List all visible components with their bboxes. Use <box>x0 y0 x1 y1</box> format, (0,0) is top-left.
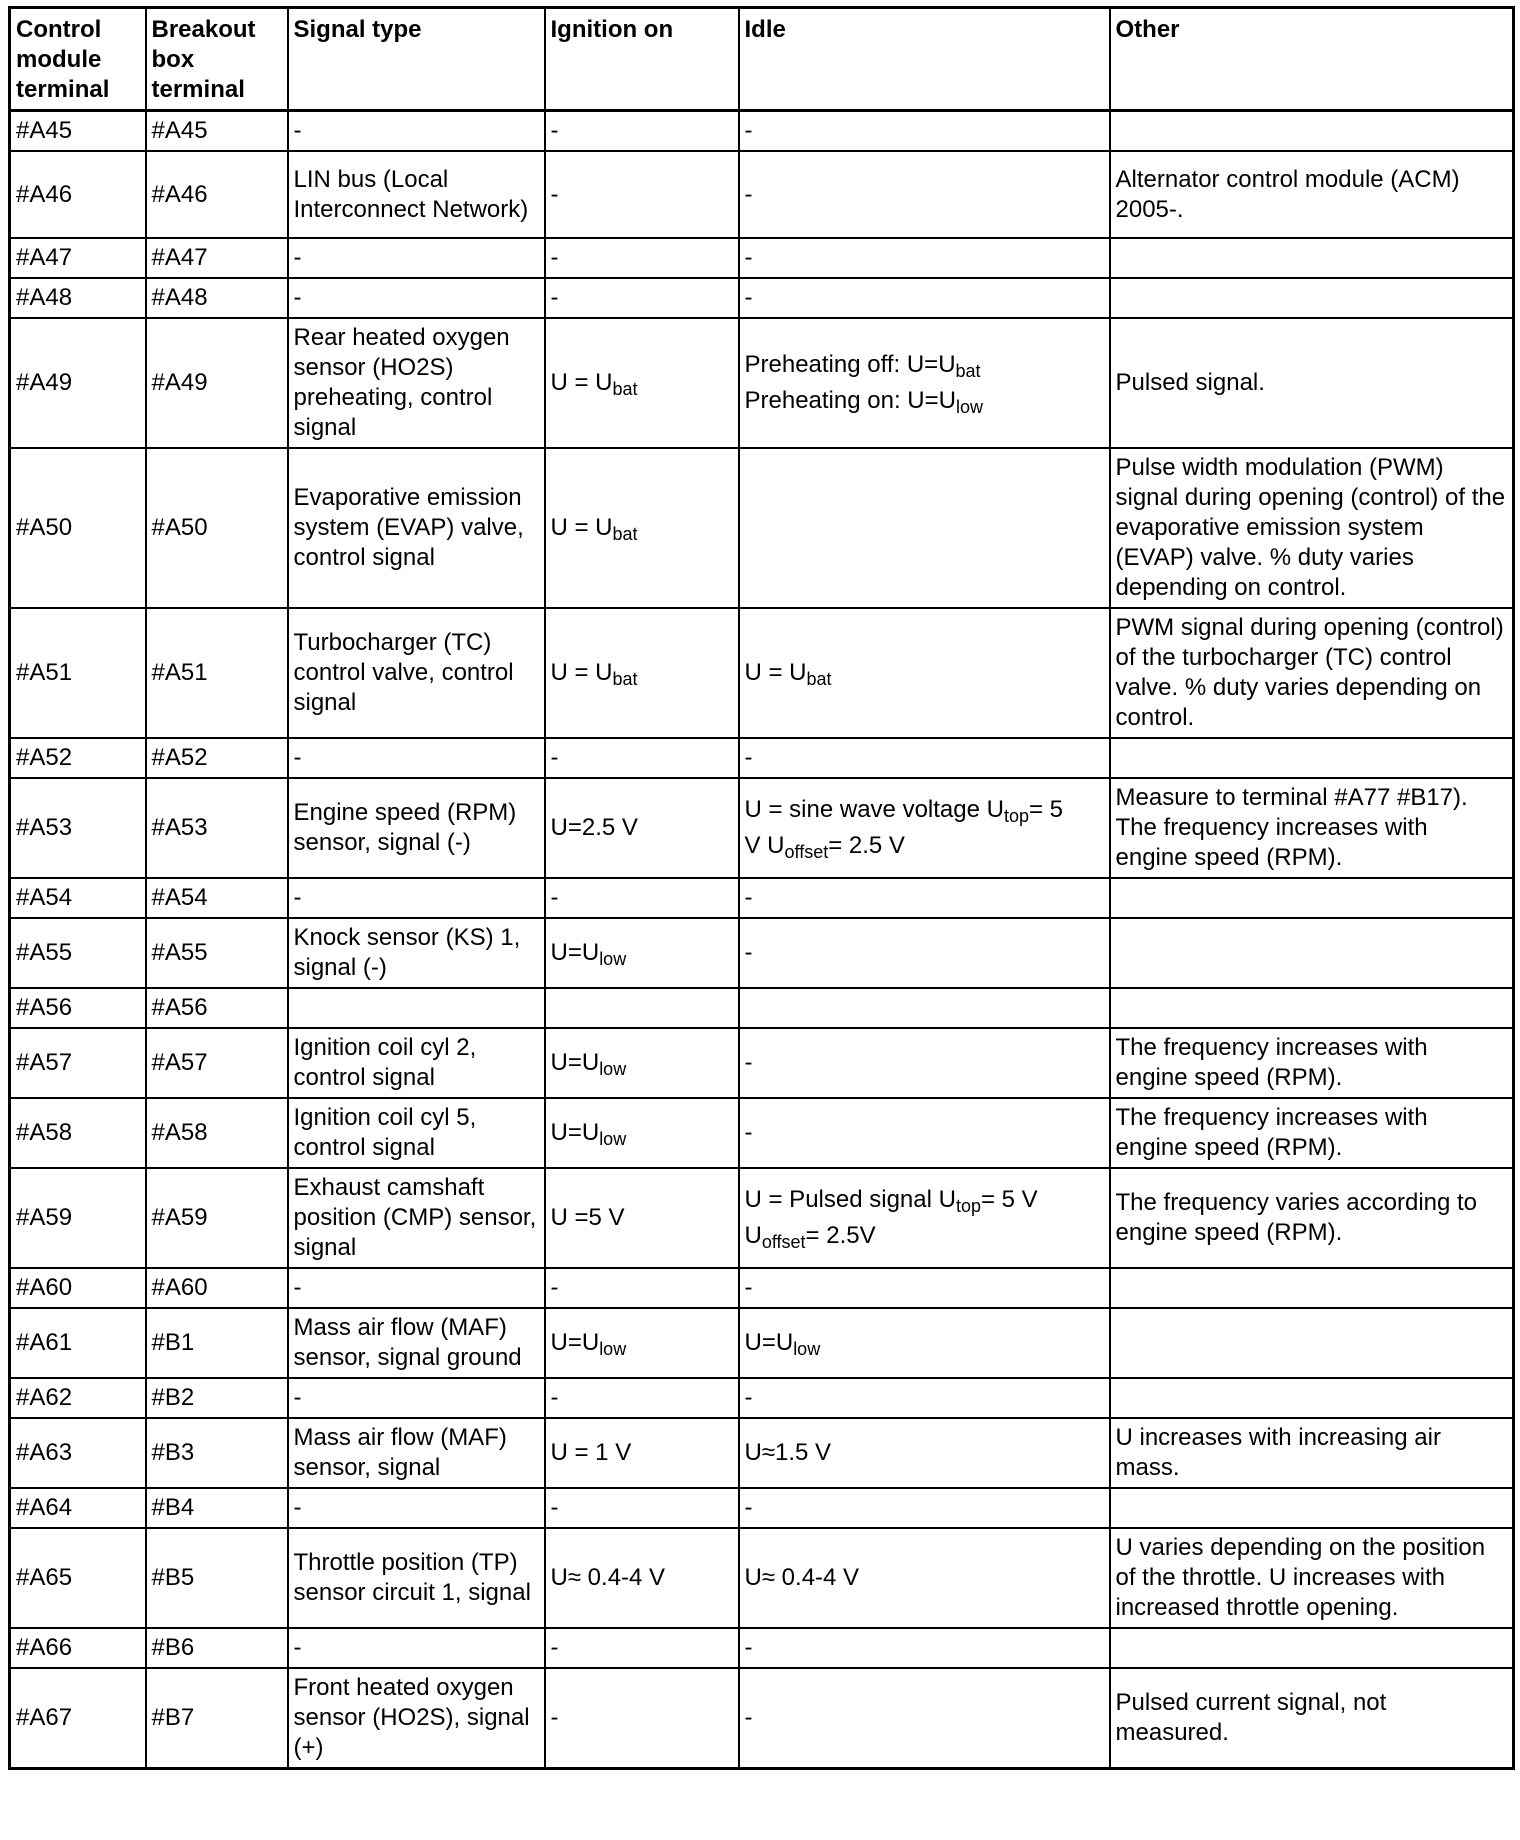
header-idle: Idle <box>739 8 1110 111</box>
breakout-box-terminal-cell: #B4 <box>146 1488 288 1528</box>
header-ignition-on: Ignition on <box>545 8 739 111</box>
other-cell <box>1110 1628 1514 1668</box>
other-cell: PWM signal during opening (control) of the turbocharger (TC) control valve. % duty varies depending on control. <box>1110 608 1514 738</box>
idle-cell: - <box>739 1098 1110 1168</box>
breakout-box-terminal-cell: #A45 <box>146 111 288 152</box>
idle-cell: $U = U_{bat}$ <box>739 608 1110 738</box>
ignition-on-cell: - <box>545 1628 739 1668</box>
signal-type-cell: - <box>288 878 545 918</box>
ignition-on-cell: - <box>545 878 739 918</box>
other-cell: Measure to terminal #A77 #B17). The frequency increases with engine speed (RPM). <box>1110 778 1514 878</box>
ignition-on-cell: U≈ 0.4-4 V <box>545 1528 739 1628</box>
other-cell <box>1110 1268 1514 1308</box>
breakout-box-terminal-cell: #A51 <box>146 608 288 738</box>
ignition-on-cell: U=2.5 V <box>545 778 739 878</box>
control-module-terminal-cell: #A57 <box>10 1028 146 1098</box>
control-module-terminal-cell: #A66 <box>10 1628 146 1668</box>
signal-type-cell: - <box>288 1268 545 1308</box>
other-cell: Pulse width modulation (PWM) signal during opening (control) of the evaporative emission system (EVAP) valve. % duty varies depending on control. <box>1110 448 1514 608</box>
ignition-on-cell: - <box>545 111 739 152</box>
idle-cell: - <box>739 1628 1110 1668</box>
other-cell <box>1110 1378 1514 1418</box>
control-module-terminal-cell: #A50 <box>10 448 146 608</box>
other-cell: U varies depending on the position of the throttle. U increases with increased throttle opening. <box>1110 1528 1514 1628</box>
ignition-on-cell: $U=U_{low}$ <box>545 1028 739 1098</box>
signal-type-cell: Exhaust camshaft position (CMP) sensor, signal <box>288 1168 545 1268</box>
ignition-on-cell: - <box>545 1268 739 1308</box>
idle-cell: Preheating off: $U=U_{bat}$ Preheating on: $U=U_{low}$ <box>739 318 1110 448</box>
control-module-terminal-cell: #A58 <box>10 1098 146 1168</box>
ignition-on-cell: - <box>545 278 739 318</box>
table-body <box>10 111 1514 1769</box>
breakout-box-terminal-cell: #B2 <box>146 1378 288 1418</box>
table-header-row <box>10 8 1514 111</box>
control-module-terminal-cell: #A53 <box>10 778 146 878</box>
idle-cell: - <box>739 111 1110 152</box>
control-module-terminal-cell: #A46 <box>10 151 146 238</box>
other-cell: The frequency increases with engine speed (RPM). <box>1110 1028 1514 1098</box>
control-module-terminal-cell: #A65 <box>10 1528 146 1628</box>
ignition-on-cell: $U=U_{low}$ <box>545 1098 739 1168</box>
control-module-terminal-cell: #A55 <box>10 918 146 988</box>
control-module-terminal-cell: #A67 <box>10 1668 146 1769</box>
idle-cell: - <box>739 738 1110 778</box>
signal-type-cell: Turbocharger (TC) control valve, control signal <box>288 608 545 738</box>
control-module-terminal-cell: #A63 <box>10 1418 146 1488</box>
idle-cell: - <box>739 878 1110 918</box>
table-row <box>10 238 1514 278</box>
table-row <box>10 1098 1514 1168</box>
idle-cell: U≈1.5 V <box>739 1418 1110 1488</box>
breakout-box-terminal-cell: #A52 <box>146 738 288 778</box>
table-row <box>10 988 1514 1028</box>
table-row <box>10 738 1514 778</box>
signal-type-cell: Rear heated oxygen sensor (HO2S) preheating, control signal <box>288 318 545 448</box>
signal-type-cell <box>288 988 545 1028</box>
signal-type-cell: Ignition coil cyl 5, control signal <box>288 1098 545 1168</box>
table-row <box>10 1168 1514 1268</box>
ignition-on-cell: $U=U_{low}$ <box>545 918 739 988</box>
table-row <box>10 1668 1514 1769</box>
other-cell <box>1110 988 1514 1028</box>
control-module-terminal-cell: #A51 <box>10 608 146 738</box>
signal-type-cell: - <box>288 738 545 778</box>
control-module-terminal-cell: #A49 <box>10 318 146 448</box>
breakout-box-terminal-cell: #B3 <box>146 1418 288 1488</box>
control-module-terminal-cell: #A47 <box>10 238 146 278</box>
other-cell <box>1110 238 1514 278</box>
table-row <box>10 1528 1514 1628</box>
other-cell: Pulsed signal. <box>1110 318 1514 448</box>
breakout-box-terminal-cell: #A50 <box>146 448 288 608</box>
terminal-table-sheet <box>8 6 1512 1770</box>
breakout-box-terminal-cell: #A60 <box>146 1268 288 1308</box>
table-row <box>10 278 1514 318</box>
breakout-box-terminal-cell: #A58 <box>146 1098 288 1168</box>
breakout-box-terminal-cell: #A53 <box>146 778 288 878</box>
header-breakout-box-terminal: Breakout box terminal <box>146 8 288 111</box>
control-module-terminal-cell: #A61 <box>10 1308 146 1378</box>
table-row <box>10 1418 1514 1488</box>
signal-type-cell: Mass air flow (MAF) sensor, signal ground <box>288 1308 545 1378</box>
breakout-box-terminal-cell: #A54 <box>146 878 288 918</box>
table-row <box>10 448 1514 608</box>
idle-cell: - <box>739 238 1110 278</box>
signal-type-cell: Throttle position (TP) sensor circuit 1, signal <box>288 1528 545 1628</box>
signal-type-cell: Mass air flow (MAF) sensor, signal <box>288 1418 545 1488</box>
header-signal-type: Signal type <box>288 8 545 111</box>
signal-type-cell: Front heated oxygen sensor (HO2S), signal (+) <box>288 1668 545 1769</box>
idle-cell: - <box>739 1668 1110 1769</box>
breakout-box-terminal-cell: #A48 <box>146 278 288 318</box>
signal-type-cell: LIN bus (Local Interconnect Network) <box>288 151 545 238</box>
ignition-on-cell: - <box>545 738 739 778</box>
control-module-terminal-cell: #A54 <box>10 878 146 918</box>
table-row <box>10 608 1514 738</box>
control-module-terminal-cell: #A60 <box>10 1268 146 1308</box>
other-cell: The frequency varies according to engine speed (RPM). <box>1110 1168 1514 1268</box>
ignition-on-cell: - <box>545 1488 739 1528</box>
idle-cell: - <box>739 1028 1110 1098</box>
breakout-box-terminal-cell: #A59 <box>146 1168 288 1268</box>
breakout-box-terminal-cell: #A47 <box>146 238 288 278</box>
table-row <box>10 1268 1514 1308</box>
ignition-on-cell: $U = U_{bat}$ <box>545 608 739 738</box>
breakout-box-terminal-cell: #B6 <box>146 1628 288 1668</box>
signal-type-cell: Engine speed (RPM) sensor, signal (-) <box>288 778 545 878</box>
idle-cell <box>739 448 1110 608</box>
idle-cell: U = sine wave voltage $U_{top}= 5$ V $U_{offset}= 2.5$ V <box>739 778 1110 878</box>
idle-cell: $U=U_{low}$ <box>739 1308 1110 1378</box>
ignition-on-cell: $U = U_{bat}$ <box>545 318 739 448</box>
header-other: Other <box>1110 8 1514 111</box>
control-module-terminal-cell: #A52 <box>10 738 146 778</box>
table-row <box>10 918 1514 988</box>
idle-cell: - <box>739 1268 1110 1308</box>
table-row <box>10 1028 1514 1098</box>
signal-type-cell: - <box>288 1488 545 1528</box>
signal-type-cell: - <box>288 1628 545 1668</box>
signal-type-cell: Ignition coil cyl 2, control signal <box>288 1028 545 1098</box>
header-control-module-terminal: Control module terminal <box>10 8 146 111</box>
control-module-terminal-cell: #A62 <box>10 1378 146 1418</box>
breakout-box-terminal-cell: #A49 <box>146 318 288 448</box>
ignition-on-cell: $U=U_{low}$ <box>545 1308 739 1378</box>
other-cell <box>1110 738 1514 778</box>
table-row <box>10 778 1514 878</box>
control-module-terminal-cell: #A59 <box>10 1168 146 1268</box>
other-cell: Alternator control module (ACM) 2005-. <box>1110 151 1514 238</box>
breakout-box-terminal-cell: #B5 <box>146 1528 288 1628</box>
signal-type-cell: - <box>288 111 545 152</box>
breakout-box-terminal-cell: #B7 <box>146 1668 288 1769</box>
ignition-on-cell: - <box>545 1378 739 1418</box>
other-cell <box>1110 918 1514 988</box>
ignition-on-cell <box>545 988 739 1028</box>
control-module-terminal-cell: #A56 <box>10 988 146 1028</box>
signal-type-cell: - <box>288 1378 545 1418</box>
table-row <box>10 111 1514 152</box>
signal-type-cell: Evaporative emission system (EVAP) valve, control signal <box>288 448 545 608</box>
idle-cell: - <box>739 151 1110 238</box>
signal-type-cell: Knock sensor (KS) 1, signal (-) <box>288 918 545 988</box>
ignition-on-cell: - <box>545 238 739 278</box>
ignition-on-cell: $U = U_{bat}$ <box>545 448 739 608</box>
breakout-box-terminal-cell: #A55 <box>146 918 288 988</box>
table-row <box>10 1628 1514 1668</box>
other-cell <box>1110 878 1514 918</box>
control-module-terminal-cell: #A48 <box>10 278 146 318</box>
other-cell <box>1110 111 1514 152</box>
control-module-terminal-cell: #A45 <box>10 111 146 152</box>
other-cell: U increases with increasing air mass. <box>1110 1418 1514 1488</box>
idle-cell: - <box>739 1488 1110 1528</box>
idle-cell: U≈ 0.4-4 V <box>739 1528 1110 1628</box>
table-row <box>10 1308 1514 1378</box>
other-cell <box>1110 1488 1514 1528</box>
ignition-on-cell: - <box>545 151 739 238</box>
table-row <box>10 878 1514 918</box>
control-module-terminal-cell: #A64 <box>10 1488 146 1528</box>
table-row <box>10 1378 1514 1418</box>
table-row <box>10 151 1514 238</box>
idle-cell <box>739 988 1110 1028</box>
table-row <box>10 1488 1514 1528</box>
signal-type-cell: - <box>288 278 545 318</box>
other-cell <box>1110 278 1514 318</box>
idle-cell: U = Pulsed signal $U_{top}= 5$ V $U_{offset}= 2.5V$ <box>739 1168 1110 1268</box>
breakout-box-terminal-cell: #B1 <box>146 1308 288 1378</box>
breakout-box-terminal-cell: #A56 <box>146 988 288 1028</box>
other-cell: Pulsed current signal, not measured. <box>1110 1668 1514 1769</box>
ignition-on-cell: U =5 V <box>545 1168 739 1268</box>
other-cell: The frequency increases with engine speed (RPM). <box>1110 1098 1514 1168</box>
breakout-box-terminal-cell: #A57 <box>146 1028 288 1098</box>
table-row <box>10 318 1514 448</box>
signal-type-cell: - <box>288 238 545 278</box>
breakout-box-terminal-cell: #A46 <box>146 151 288 238</box>
idle-cell: - <box>739 1378 1110 1418</box>
terminal-table <box>8 6 1515 1770</box>
idle-cell: - <box>739 278 1110 318</box>
ignition-on-cell: - <box>545 1668 739 1769</box>
other-cell <box>1110 1308 1514 1378</box>
ignition-on-cell: U = 1 V <box>545 1418 739 1488</box>
idle-cell: - <box>739 918 1110 988</box>
